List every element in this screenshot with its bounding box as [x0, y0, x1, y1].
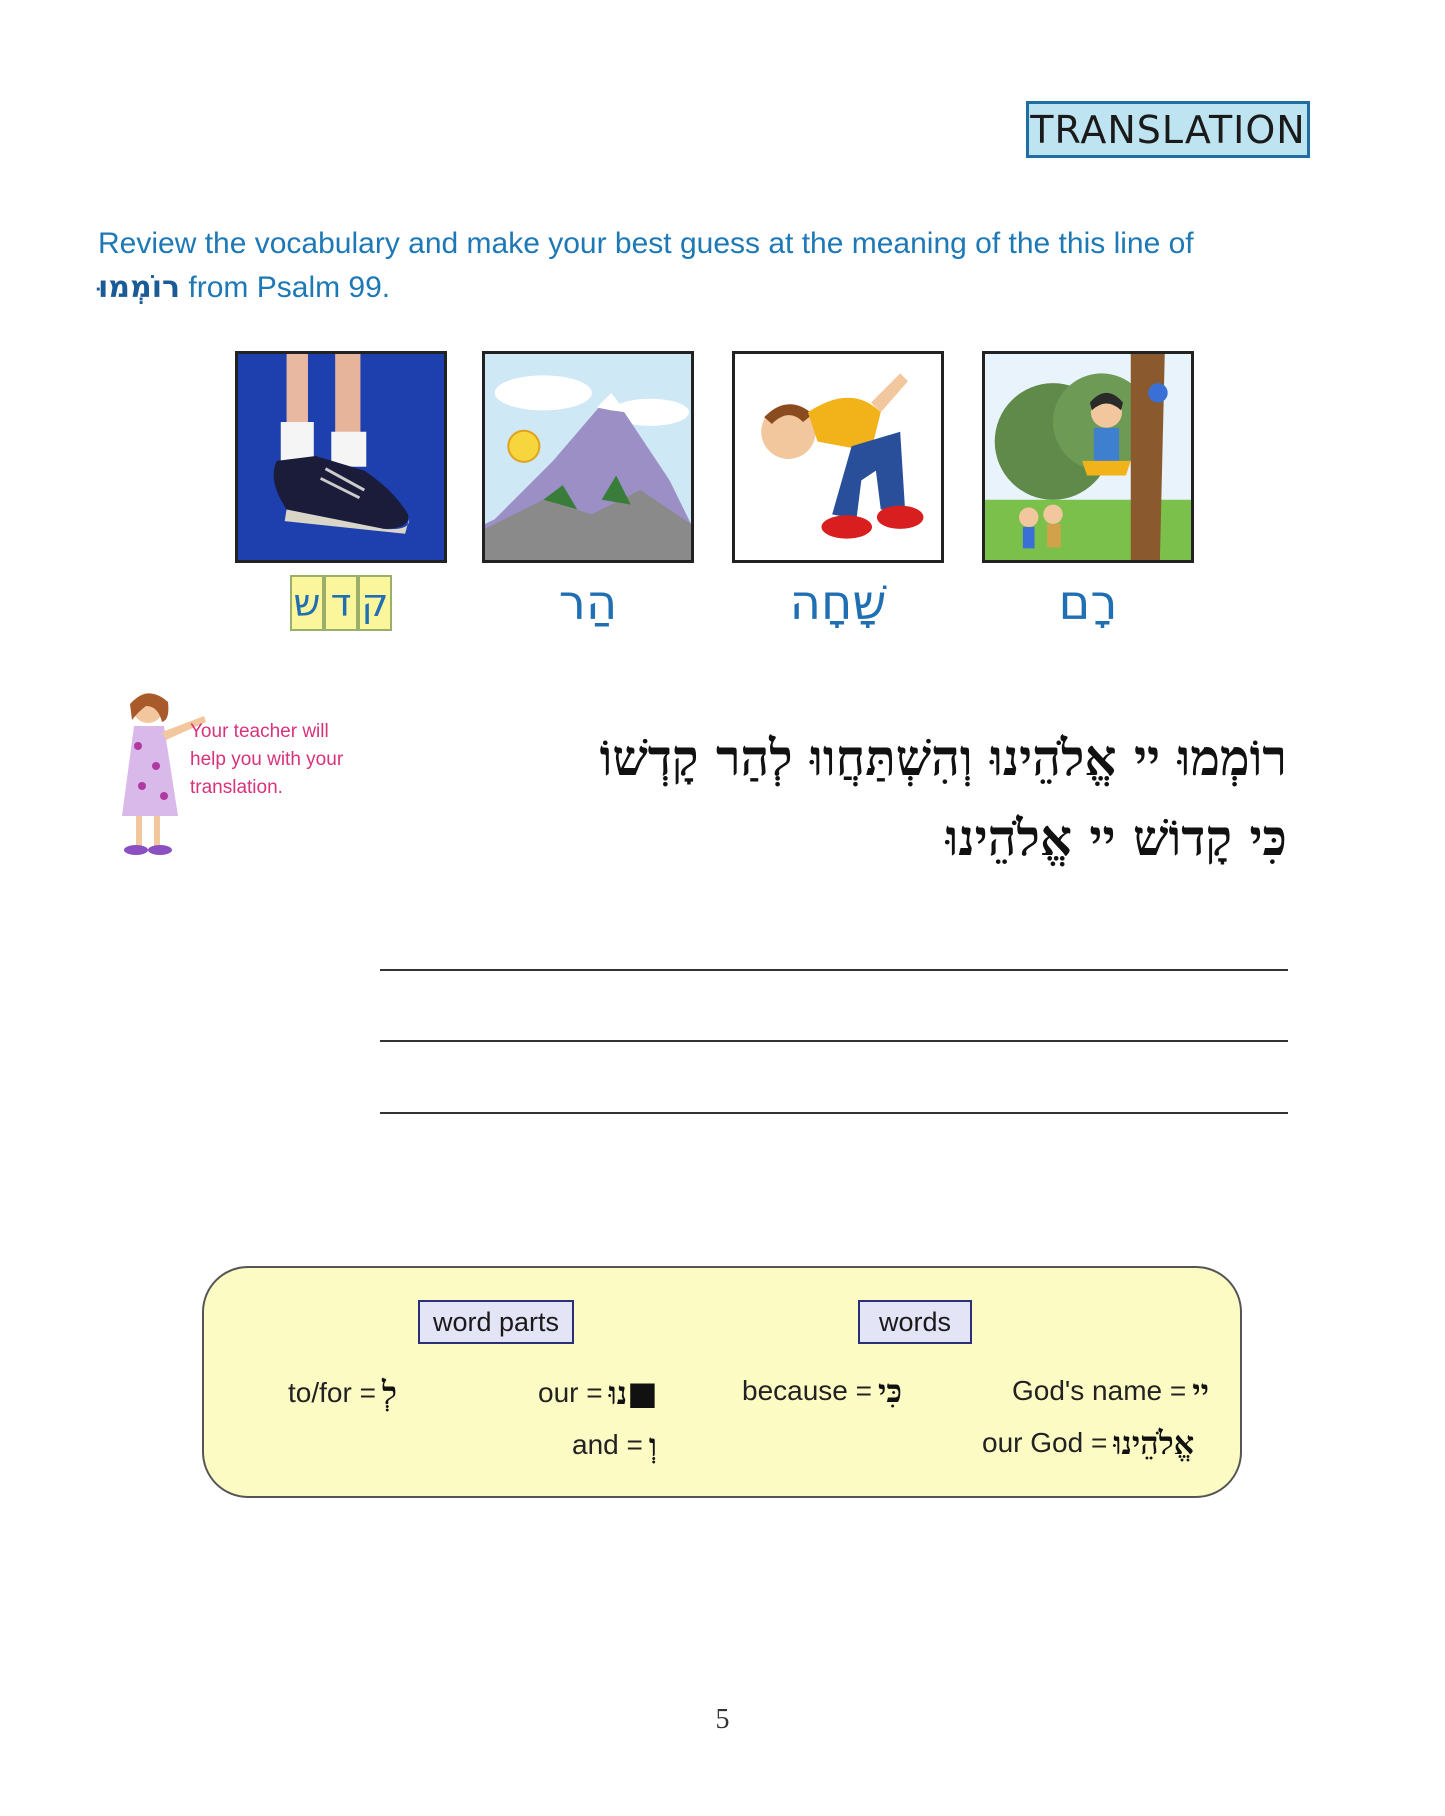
answer-line-1[interactable] — [380, 969, 1288, 971]
vocabulary-box — [202, 1266, 1242, 1498]
entry-to-for-english: to/for = — [288, 1377, 376, 1408]
entry-gods-name-hebrew: יי — [1192, 1372, 1210, 1410]
words-label: words — [858, 1300, 972, 1344]
instructions-hebrew-word: רוֹמְמוּ — [98, 270, 181, 305]
entry-gods-name — [1012, 1372, 1209, 1410]
girl-in-tree-illustration — [985, 354, 1191, 560]
word-parts-label: word parts — [418, 1300, 574, 1344]
entry-gods-name-english: God's name = — [1012, 1375, 1187, 1406]
entry-our — [538, 1374, 657, 1412]
entry-to-for — [288, 1374, 397, 1412]
page-number: 5 — [715, 1704, 730, 1735]
entry-our-god-hebrew: אֱלֹהֵינוּ — [1113, 1424, 1195, 1462]
letter-box-qof: ק — [358, 575, 392, 631]
verse-line-2: כִּי קָדוֹשׁ יי אֱלֹהֵינוּ — [945, 808, 1287, 867]
sneaker-picture — [235, 351, 447, 563]
page-title: TRANSLATION — [1026, 101, 1310, 158]
entry-our-hebrew: ■נוּ — [608, 1374, 658, 1412]
teacher-note: Your teacher will help you with your translation. — [190, 721, 344, 798]
entry-our-god-english: our God = — [982, 1427, 1108, 1458]
sneaker-illustration — [238, 354, 444, 560]
verse-line-1: רוֹמְמוּ יי אֱלֹהֵינוּ וְהִשְׁתַּחֲווּ לְהַר קָדְשׁוֹ — [599, 728, 1287, 787]
letter-box-shin: ש — [290, 575, 324, 631]
entry-and — [572, 1426, 657, 1464]
vocab-word-shacha: שָׁחָה — [789, 575, 887, 631]
entry-and-hebrew: וְ — [648, 1426, 658, 1464]
entry-because-english: because = — [742, 1375, 872, 1406]
mountain-illustration — [485, 354, 691, 560]
instructions-before: Review the vocabulary and make your best guess at the meaning of the this line of — [98, 227, 1194, 260]
entry-because — [742, 1372, 902, 1410]
vocab-word-har: הַר — [558, 575, 618, 631]
bending-boy-picture — [732, 351, 944, 563]
entry-and-english: and = — [572, 1429, 643, 1460]
vocab-word-kadosh — [235, 575, 447, 631]
letter-box-dalet: ד — [324, 575, 358, 631]
girl-in-tree-picture — [982, 351, 1194, 563]
entry-our-english: our = — [538, 1377, 603, 1408]
mountain-picture — [482, 351, 694, 563]
answer-line-2[interactable] — [380, 1040, 1288, 1042]
instructions-text — [98, 222, 1278, 310]
answer-line-3[interactable] — [380, 1112, 1288, 1114]
instructions-after: from Psalm 99. — [180, 271, 391, 304]
vocab-word-ram: רָם — [1058, 575, 1118, 631]
bending-boy-illustration — [735, 354, 941, 560]
entry-to-for-hebrew: לְ — [381, 1374, 397, 1412]
entry-because-hebrew: כִּי — [878, 1372, 903, 1410]
entry-our-god — [982, 1424, 1194, 1462]
